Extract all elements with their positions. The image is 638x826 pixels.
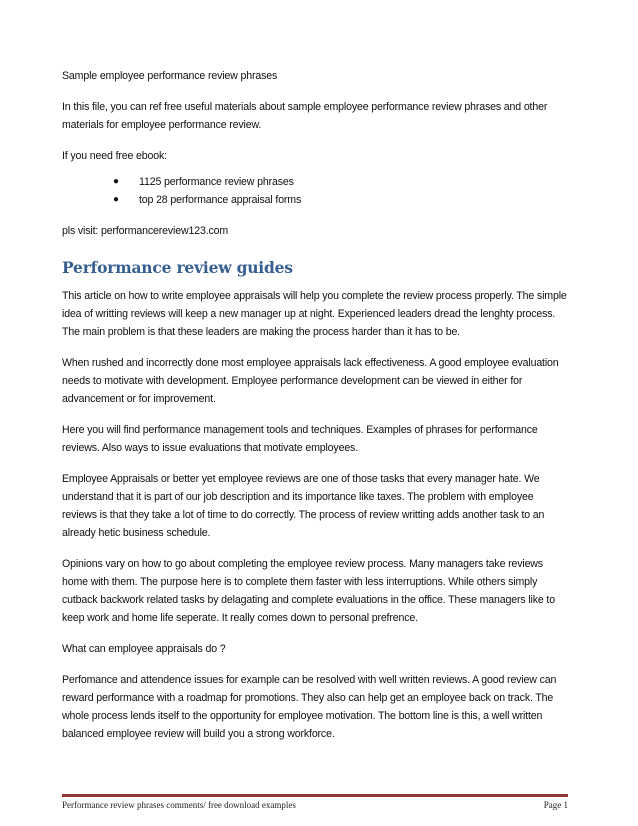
- page-number: Page 1: [543, 800, 568, 810]
- intro-text: In this file, you can ref free useful materials about sample employee performance review phrases and other materials for employee performance review.: [62, 101, 548, 131]
- paragraph: Perfomance and attendence issues for example can be resolved with well written reviews. A good review can reward performance with a roadmap for promotions. They also can help get an employee back on track. The whole process lends itself to the opportunity for employee motivation. The bottom line is this, a well written balanced employee review will build you a strong workforce.: [62, 674, 557, 740]
- paragraph: When rushed and incorrectly done most employee appraisals lack effectiveness. A good employee evaluation needs to motivate with development. Employee performance development can be viewed in either for advancement or for improvement.: [62, 357, 559, 405]
- ebook-prompt: If you need free ebook:: [62, 150, 167, 162]
- footer-rule: [62, 794, 568, 797]
- page-footer: [62, 794, 568, 810]
- footer-title: Performance review phrases comments/ free download examples: [62, 800, 296, 810]
- bullet-icon: ●: [113, 194, 119, 205]
- footer-row: [62, 800, 568, 810]
- list-item-text: top 28 performance appraisal forms: [139, 194, 302, 206]
- visit-text: pls visit: performancereview123.com: [62, 225, 229, 237]
- ebook-list: [62, 173, 568, 209]
- page-content: [62, 67, 568, 743]
- list-item: [62, 173, 568, 191]
- paragraph: What can employee appraisals do ?: [62, 643, 226, 655]
- paragraph: Employee Appraisals or better yet employee reviews are one of those tasks that every manager hate. We understand that it is part of our job description and its importance like taxes. The problem with employee reviews is that they take a lot of time to do correctly. The process of review writting adds another task to an already hetic business schedule.: [62, 473, 545, 539]
- list-item: [62, 191, 568, 209]
- bullet-icon: ●: [113, 176, 119, 187]
- paragraph: This article on how to write employee appraisals will help you complete the review process properly. The simple idea of writting reviews will keep a new manager up at night. Experienced leaders dread the lenghty process. The main problem is that these leaders are making the process harder than it has to be.: [62, 290, 567, 338]
- list-item-text: 1125 performance review phrases: [139, 176, 294, 188]
- intro-title: Sample employee performance review phrases: [62, 70, 278, 82]
- paragraph: Here you will find performance management tools and techniques. Examples of phrases for performance reviews. Also ways to issue evaluations that motivate employees.: [62, 424, 538, 454]
- section-heading: Performance review guides: [62, 258, 293, 277]
- paragraph: Opinions vary on how to go about completing the employee review process. Many managers take reviews home with them. The purpose here is to complete them faster with less interruptions. While others simply cutback backwork related tasks by delagating and complete evaluations in the office. These managers like to keep work and home life seperate. It really comes down to personal prefrence.: [62, 558, 555, 624]
